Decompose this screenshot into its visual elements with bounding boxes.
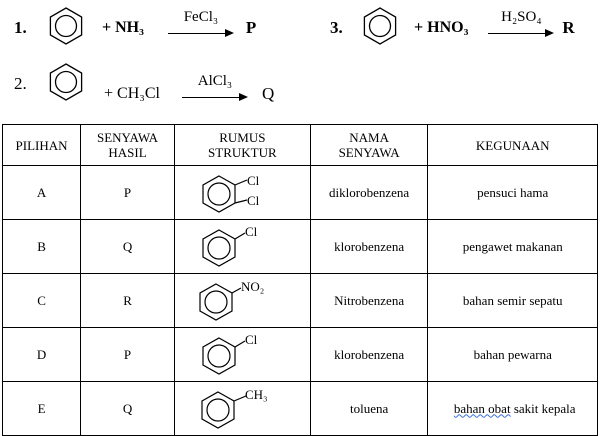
table-row (3, 166, 598, 220)
header-label: KEGUNAAN (475, 137, 550, 153)
table-header-row (3, 125, 598, 166)
header-label: HASIL (108, 145, 147, 160)
toluene-structure (192, 386, 292, 432)
arrow-line (182, 97, 242, 98)
header-label: PILIHAN (15, 137, 68, 153)
arrow-head-icon (545, 29, 554, 37)
cell-nama-senyawa: diklorobenzena (310, 166, 428, 220)
kegunaan-text: pensuci hama (477, 184, 549, 200)
substituent-label: Cl (247, 192, 260, 208)
product: Q (261, 84, 275, 103)
cell-senyawa-hasil: Q (81, 382, 175, 436)
cell-senyawa-hasil: P (81, 166, 175, 220)
cell-pilihan: E (3, 382, 81, 436)
product: P (245, 18, 257, 37)
substituent-label: Cl (245, 223, 258, 239)
header-label: STRUKTUR (208, 145, 277, 160)
reaction-1 (14, 8, 256, 48)
kegunaan-text: bahan pewarna (473, 346, 552, 362)
reagent: + CH₃Cl (104, 85, 160, 102)
cell-rumus-struktur (174, 382, 310, 436)
kegunaan-text: sakit kepala (510, 400, 576, 416)
reaction-number: 3. (330, 18, 343, 37)
header-nama-senyawa (310, 125, 428, 166)
header-senyawa-hasil (81, 125, 175, 166)
arrow-head-icon (239, 93, 248, 101)
cell-kegunaan (428, 220, 598, 274)
reaction-2 (14, 64, 274, 104)
dichlorobenzene-structure (197, 170, 287, 216)
cell-senyawa-hasil: R (81, 274, 175, 328)
cell-rumus-struktur (174, 274, 310, 328)
cell-kegunaan (428, 382, 598, 436)
cell-pilihan: D (3, 328, 81, 382)
header-label: SENYAWA (97, 130, 159, 145)
catalyst: H₂SO₄ (501, 9, 542, 25)
table-row (3, 328, 598, 382)
reaction-number: 2. (14, 74, 27, 93)
cell-kegunaan (428, 166, 598, 220)
reagent: + HNO₃ (414, 19, 469, 36)
arrow-line (488, 33, 548, 34)
header-label: RUMUS (219, 130, 266, 145)
catalyst: AlCl₃ (197, 73, 233, 89)
kegunaan-text: pengawet makanan (462, 238, 563, 254)
answer-choices-table (2, 124, 598, 436)
cell-rumus-struktur (174, 220, 310, 274)
reaction-number: 1. (14, 18, 27, 37)
cell-nama-senyawa: toluena (310, 382, 428, 436)
benzene-ring-icon (46, 62, 86, 107)
product: R (562, 18, 575, 37)
header-kegunaan (428, 125, 598, 166)
cell-nama-senyawa: Nitrobenzena (310, 274, 428, 328)
kegunaan-text: bahan semir sepatu (462, 292, 563, 308)
header-pilihan (3, 125, 81, 166)
substituent-label: CH₃ (245, 386, 268, 402)
nitrobenzene-structure (194, 278, 290, 324)
cell-rumus-struktur (174, 328, 310, 382)
catalyst: FeCl₃ (183, 9, 219, 25)
cell-rumus-struktur (174, 166, 310, 220)
cell-kegunaan (428, 328, 598, 382)
cell-nama-senyawa: klorobenzena (310, 220, 428, 274)
cell-senyawa-hasil: Q (81, 220, 175, 274)
substituent-label: Cl (247, 172, 260, 188)
header-rumus-struktur (174, 125, 310, 166)
cell-pilihan: A (3, 166, 81, 220)
chlorobenzene-structure (197, 224, 287, 270)
cell-kegunaan (428, 274, 598, 328)
header-label: SENYAWA (338, 145, 400, 160)
table-row (3, 220, 598, 274)
reaction-arrow (168, 9, 234, 43)
reaction-arrow (488, 9, 554, 43)
arrow-line (168, 33, 228, 34)
header-label: NAMA (349, 130, 389, 145)
reaction-arrow (182, 73, 248, 107)
chlorobenzene-structure (197, 332, 287, 378)
table-row (3, 382, 598, 436)
table-row (3, 274, 598, 328)
cell-nama-senyawa: klorobenzena (310, 328, 428, 382)
cell-pilihan: B (3, 220, 81, 274)
cell-pilihan: C (3, 274, 81, 328)
reaction-3 (330, 8, 575, 48)
kegunaan-text-underlined: bahan obat (453, 400, 511, 416)
benzene-ring-icon (46, 6, 86, 51)
substituent-label: NO₂ (241, 278, 265, 294)
arrow-head-icon (225, 29, 234, 37)
benzene-ring-icon (360, 6, 400, 51)
reaction-equations (0, 0, 604, 122)
cell-senyawa-hasil: P (81, 328, 175, 382)
substituent-label: Cl (245, 331, 258, 347)
reagent: + NH₃ (102, 19, 144, 36)
